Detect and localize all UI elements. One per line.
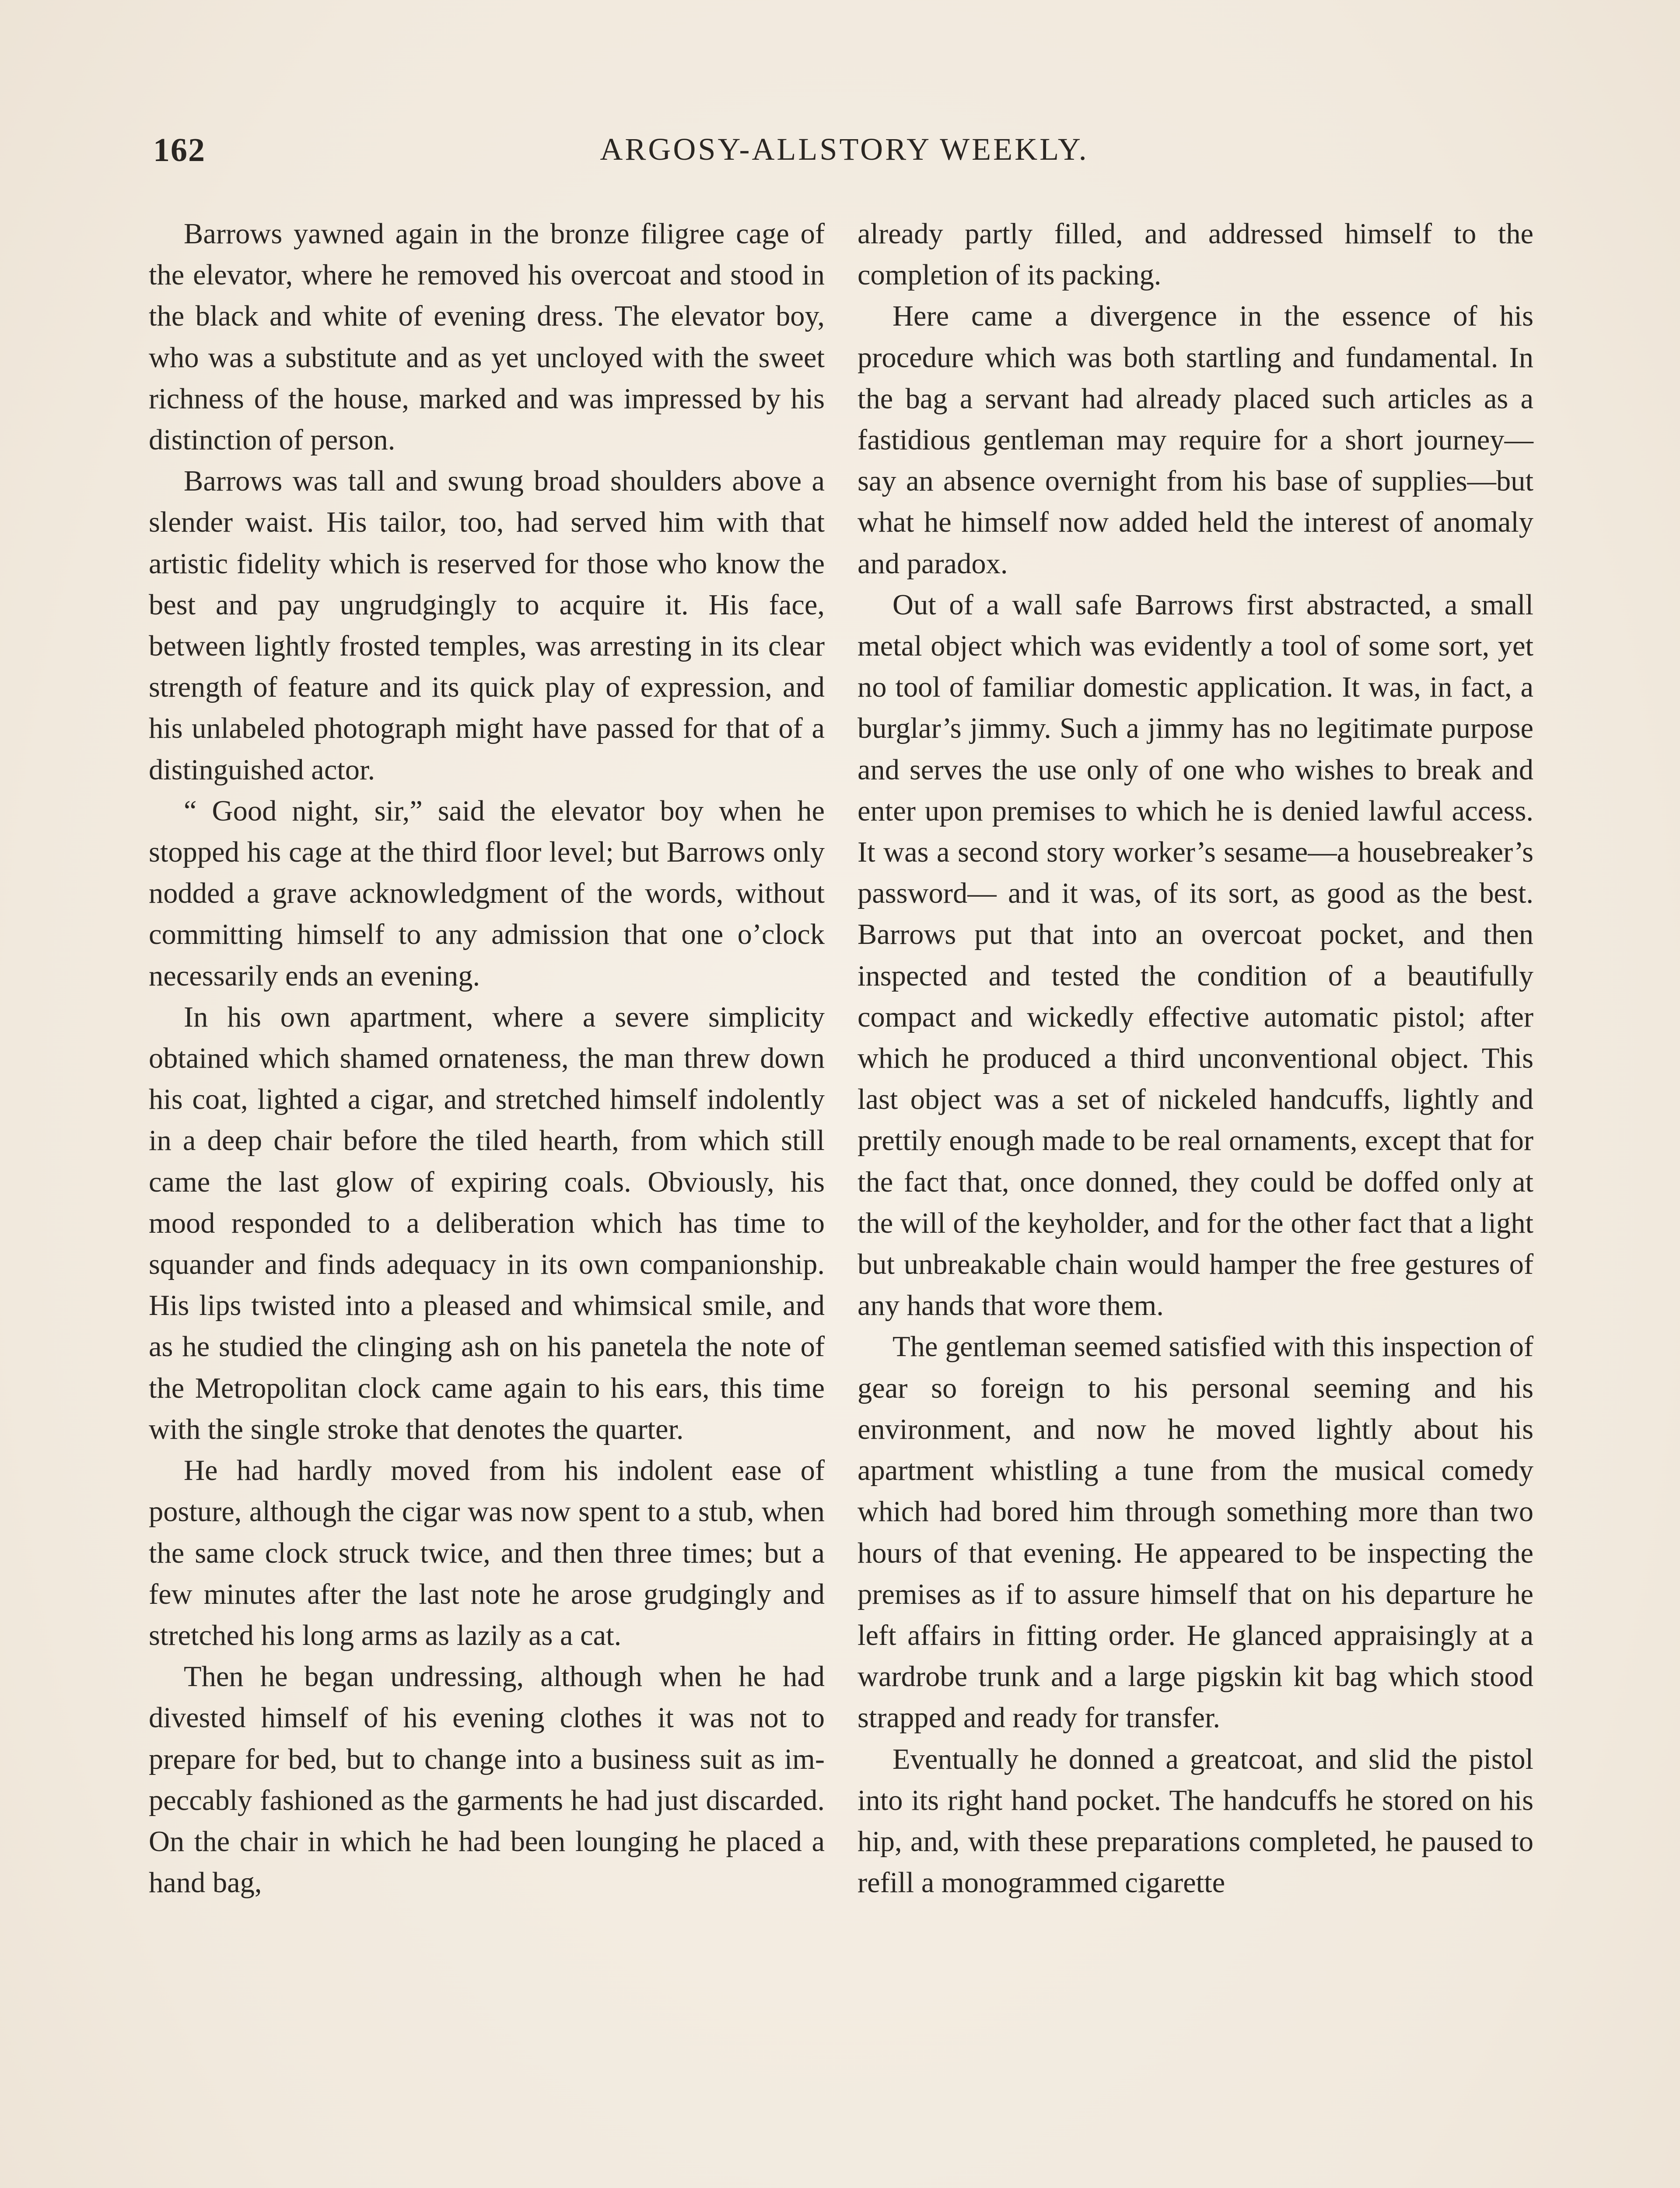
paragraph: Eventually he donned a greatcoat, and slid the pistol into its right hand pocket. The handcuffs he stored on his hip, and, with these preparations completed, he paused to refill a monogrammed cigarette: [858, 1743, 1533, 1899]
paragraph: The gentleman seemed satisfied with this inspection of gear so foreign to his personal seeming and his environment, and now he moved lightly about his apartment whistling a tune from the musical comedy which had bored him through something more than two hours of that evening. He appeared to be inspecting the premises as if to assure himself that on his departure he left affairs in fitting order. He glanced appraisingly at a wardrobe trunk and a large pigskin kit bag which stood strapped and ready for transfer.: [858, 1331, 1533, 1734]
paragraph: “ Good night, sir,” said the elevator boy when he stopped his cage at the third floor level; but Barrows only nodded a grave acknowledgment of the words, without committing himself to any admission that one o’clock necessarily ends an evening.: [149, 795, 825, 992]
paragraph: Barrows yawned again in the bronze filigree cage of the elevator, where he removed his overcoat and stood in the black and white of evening dress. The elevator boy, who was a substitute and as yet uncloyed with the sweet richness of the house, marked and was impressed by his distinction of person.: [149, 218, 825, 456]
paragraph: In his own apartment, where a severe simplicity obtained which shamed ornateness, the man threw down his coat, lighted a cigar, and stretched himself indolently in a deep chair before the tiled hearth, from which still came the last glow of expiring coals. Obviously, his mood responded to a deliberation which has time to squander and finds adequacy in its own companionship. His lips twisted into a pleased and whimsical smile, and as he studied the clinging ash on his panetela the note of the Metropolitan clock came again to his ears, this time with the single stroke that denotes the quarter.: [149, 1001, 825, 1445]
left-column: [149, 214, 825, 1904]
running-head: ARGOSY-ALLSTORY WEEKLY.: [600, 132, 1089, 167]
paragraph: He had hardly moved from his indolent ease of posture, although the cigar was now spent to a stub, when the same clock struck twice, and then three times; but a few minutes after the last note he arose grudgingly and stretched his long arms as lazily as a cat.: [149, 1455, 825, 1652]
paragraph: Then he began undressing, although when he had divested himself of his evening clothes it was not to prepare for bed, but to change into a business suit as impeccably fashioned as the garments he had just discarded. On the chair in which he had been lounging he placed a hand bag,: [149, 1661, 825, 1899]
page-header: [153, 131, 1536, 184]
right-column: [858, 214, 1533, 1904]
paragraph-continuation: already partly filled, and addressed himself to the completion of its packing.: [858, 218, 1533, 291]
paragraph: Out of a wall safe Barrows first abstracted, a small metal object which was evidently a tool of some sort, yet no tool of familiar domestic application. It was, in fact, a burglar’s jimmy. Such a jimmy has no legitimate purpose and serves the use only of one who wishes to break and enter upon premises to which he is denied lawful access. It was a second story worker’s sesame—a housebreaker’s password— and it was, of its sort, as good as the best. Barrows put that into an overcoat pocket, and then inspected and tested the condition of a beautifully compact and wickedly effective automatic pistol; after which he produced a third unconventional object. This last object was a set of nickeled handcuffs, lightly and prettily enough made to be real ornaments, except that for the fact that, once donned, they could be doffed only at the will of the keyholder, and for the other fact that a light but unbreakable chain would hamper the free gestures of any hands that wore them.: [858, 589, 1533, 1322]
paragraph: Here came a divergence in the essence of his procedure which was both startling and fundamental. In the bag a servant had already placed such articles as a fastidious gentleman may require for a short journey—say an absence overnight from his base of supplies—but what he himself now added held the interest of anomaly and paradox.: [858, 300, 1533, 580]
page-number: 162: [153, 132, 206, 168]
paragraph: Barrows was tall and swung broad shoulders above a slender waist. His tailor, too, had served him with that artistic fidelity which is reserved for those who know the best and pay ungrudgingly to acquire it. His face, between lightly frosted temples, was arresting in its clear strength of feature and its quick play of expression, and his unlabeled photograph might have passed for that of a distinguished actor.: [149, 465, 825, 786]
